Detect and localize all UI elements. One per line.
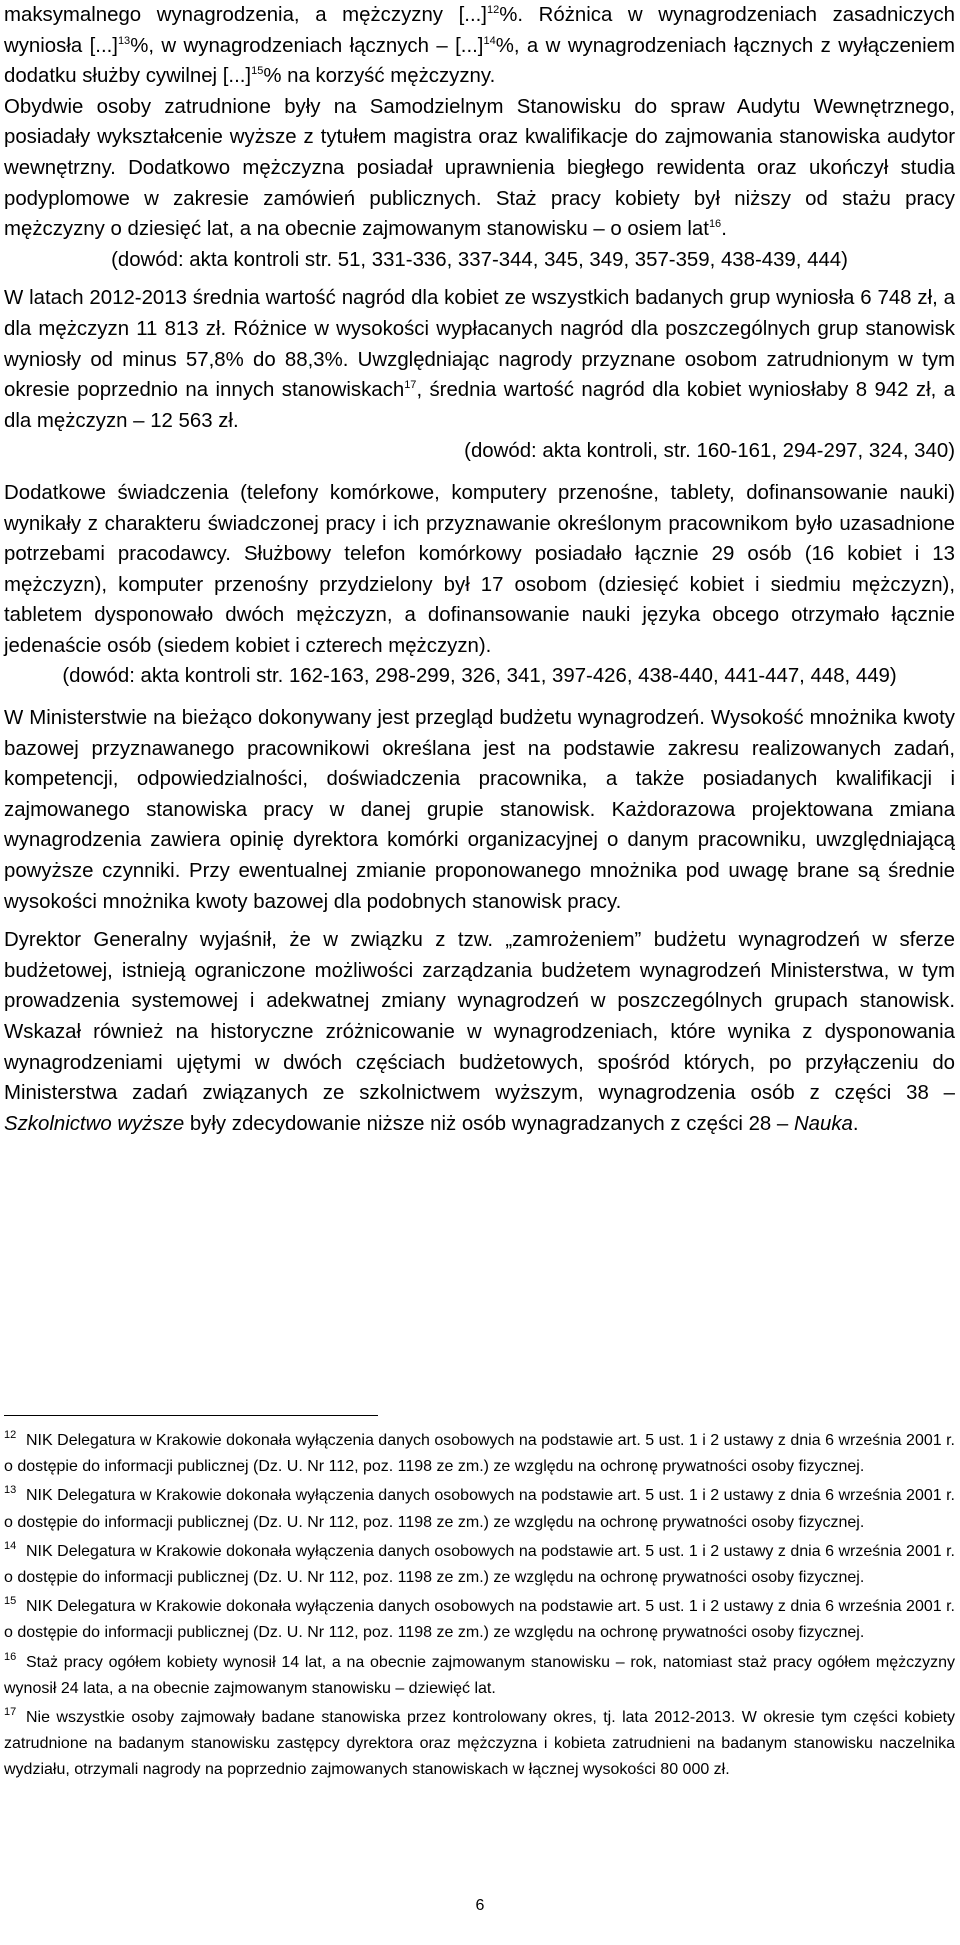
evidence-source-1: (dowód: akta kontroli str. 51, 331-336, 337-344, 345, 349, 357-359, 438-439, 444) [111, 248, 848, 271]
footnote-separator [4, 1415, 378, 1416]
page-number: 6 [475, 1897, 485, 1914]
footnote-16: 16 Staż pracy ogółem kobiety wynosił 14 lat, a na obecnie zajmowanym stanowisku – rok, natomiast staż pracy ogółem mężczyzny wynosił 24 lata, a na obecnie zajmowanym stanowisku – dziewięć lat. [4, 1650, 955, 1697]
footnote-ref-13[interactable]: 13 [117, 34, 131, 47]
evidence-source-3: (dowód: akta kontroli str. 162-163, 298-299, 326, 341, 397-426, 438-440, 441-447, 448, 449) [62, 665, 897, 688]
evidence-source-2: (dowód: akta kontroli, str. 160-161, 294-297, 324, 340) [464, 440, 955, 463]
footnote-12: 12 NIK Delegatura w Krakowie dokonała wyłączenia danych osobowych na podstawie art. 5 ust. 1 i 2 ustawy z dnia 6 września 2001 r. o dostępie do informacji publicznej (Dz. U. Nr 112, poz. 1198 ze zm.) ze względu na ochronę prywatności osoby fizycznej. [4, 1429, 955, 1476]
paragraph-director-explanation: Dyrektor Generalny wyjaśnił, że w związku z tzw. „zamrożeniem” budżetu wynagrodzeń w sferze budżetowej, istnieją ograniczone możliwości zarządzania budżetem wynagrodzeń Ministerstwa, w tym prowadzenia systemowej i adekwatnej zmiany wynagrodzeń w poszczególnych grupach stanowisk. Wskazał również na historyczne zróżnicowanie w wynagrodzeniach, które wynika z dysponowania wynagrodzeniami ujętymi w dwóch częściach budżetowych, spośród których, po przyłączeniu do Ministerstwa zadań związanych ze szkolnictwem wyższym, wynagrodzenia osób z części 38 – Szkolnictwo wyższe były zdecydowanie niższe niż osób wynagradzanych z części 28 – Nauka. [4, 929, 955, 1135]
footnote-ref-17[interactable]: 17 [404, 379, 417, 392]
paragraph-budget-review: W Ministerstwie na bieżąco dokonywany jest przegląd budżetu wynagrodzeń. Wysokość mnożnika kwoty bazowej przyznawanego pracownikowi określana jest na podstawie zakresu realizowanych zadań, kompetencji, odpowiedzialności, doświadczenia pracownika, a także posiadanych kwalifikacji i zajmowanego stanowiska pracy w danej grupie stanowisk. Każdorazowa projektowana zmiana wynagrodzenia zawiera opinię dyrektora komórki organizacyjnej o danym pracowniku, uwzględniającą powyższe czynniki. Przy ewentualnej zmianie proponowanego mnożnika pod uwagę brane są średnie wysokości mnożnika kwoty bazowej dla podobnych stanowisk pracy. [4, 707, 955, 913]
footnote-ref-12[interactable]: 12 [486, 4, 500, 16]
footnotes [4, 1428, 955, 1787]
paragraph-salary-differences: maksymalnego wynagrodzenia, a mężczyzny [...]$^{12}$%. Różnica w wynagrodzeniach zasadniczych wyniosła [...]$^{13}$%, w wynagrodzeniach łącznych – [...]$^{14}$%, a w wynagrodzeniach łącznych z wyłączeniem dodatku służby cywilnej [...]$^{15}$% na korzyść mężczyzny. [4, 4, 956, 88]
footnote-ref-14[interactable]: 14 [483, 34, 496, 47]
footnote-14: 14 NIK Delegatura w Krakowie dokonała wyłączenia danych osobowych na podstawie art. 5 ust. 1 i 2 ustawy z dnia 6 września 2001 r. o dostępie do informacji publicznej (Dz. U. Nr 112, poz. 1198 ze zm.) ze względu na ochronę prywatności osoby fizycznej. [4, 1539, 955, 1587]
paragraph-additional-benefits: Dodatkowe świadczenia (telefony komórkowe, komputery przenośne, tablety, dofinansowanie nauki) wynikały z charakteru świadczonej pracy i ich przyznawanie określonym pracownikom było uzasadnione potrzebami pracodawcy. Służbowy telefon komórkowy posiadało łącznie 29 osób (16 kobiet i 13 mężczyzn), komputer przenośny przydzielony był 17 osobom (dziesięć kobiet i siedmiu mężczyzn), tabletem dysponowało dwóch mężczyzn, a dofinansowanie nauki języka obcego otrzymało łącznie jedenaście osób (siedem kobiet i czterech mężczyzn). [4, 481, 955, 657]
paragraph-audit-position: Obydwie osoby zatrudnione były na Samodzielnym Stanowisku do spraw Audytu Wewnętrznego, posiadały wykształcenie wyższe z tytułem magistra oraz kwalifikacje do zajmowania stanowiska audytor wewnętrzny. Dodatkowo mężczyzna posiadał uprawnienia biegłego rewidenta oraz ukończył studia podyplomowe w zakresie zamówień publicznych. Staż pracy kobiety był niższy od stażu pracy mężczyzny o dziesięć lat, a na obecnie zajmowanym stanowisku – o osiem lat$^{16}$. [4, 95, 955, 241]
main-text [4, 0, 955, 1139]
footnote-ref-16[interactable]: 16 [708, 218, 722, 231]
footnote-15: 15 NIK Delegatura w Krakowie dokonała wyłączenia danych osobowych na podstawie art. 5 ust. 1 i 2 ustawy z dnia 6 września 2001 r. o dostępie do informacji publicznej (Dz. U. Nr 112, poz. 1198 ze zm.) ze względu na ochronę prywatności osoby fizycznej. [4, 1595, 955, 1642]
footnote-17: 17 Nie wszystkie osoby zajmowały badane stanowiska przez kontrolowany okres, tj. lata 2012-2013. W okresie tym części kobiety zatrudnione na badanym stanowisku zastępcy dyrektora oraz mężczyzna i kobieta zatrudnieni na badanym stanowisku naczelnika wydziału, otrzymali nagrody na poprzednio zajmowanych stanowiskach w łącznej wysokości 80 000 zł. [4, 1706, 955, 1779]
paragraph-awards: W latach 2012-2013 średnia wartość nagród dla kobiet ze wszystkich badanych grup wyniosła 6 748 zł, a dla mężczyzn 11 813 zł. Różnice w wysokości wypłacanych nagród dla poszczególnych grup stanowisk wyniosły od minus 57,8% do 88,3%. Uwzględniając nagrody przyznane osobom zatrudnionym w tym okresie poprzednio na innych stanowiskach$^{17}$, średnia wartość nagród dla kobiet wyniosłaby 8 942 zł, a dla mężczyzn – 12 563 zł. [4, 287, 955, 432]
footnote-ref-15[interactable]: 15 [251, 65, 264, 78]
footnote-13: 13 NIK Delegatura w Krakowie dokonała wyłączenia danych osobowych na podstawie art. 5 ust. 1 i 2 ustawy z dnia 6 września 2001 r. o dostępie do informacji publicznej (Dz. U. Nr 112, poz. 1198 ze zm.) ze względu na ochronę prywatności osoby fizycznej. [4, 1484, 955, 1531]
